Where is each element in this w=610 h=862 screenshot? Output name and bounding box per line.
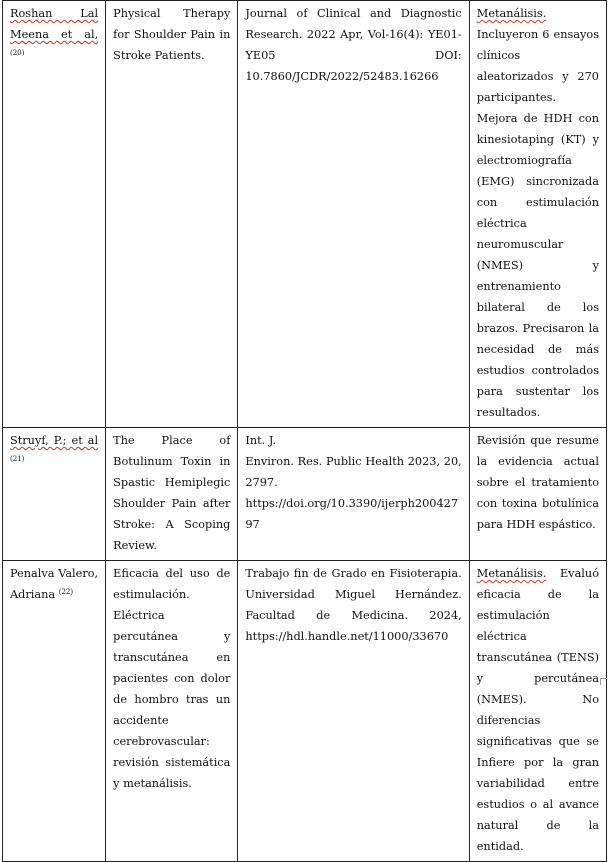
reference-number: (22) [58, 588, 74, 596]
article-title: The Place of Botulinum Toxin in Spastic Hemiplegic Shoulder Pain after Stroke: A Scoping Review. [113, 434, 231, 552]
summary-text: Incluyeron 6 ensayos clínicos aleatorizados y 270 participantes. Mejora de HDH con kinesiotaping (KT) y electromiografía (EMG) sincronizada con estimulación eléctrica neuromuscular (NMES) y entrenamiento bilateral de los brazos. Precisaron la necesidad de más estudios controlados para sustentar los resultados. [476, 28, 599, 419]
author-name: Roshan Lal Meena et al, [10, 7, 99, 41]
source-line: Trabajo fin de Grado en Fisioterapia. Universidad Miguel Hernández. Facultad de Medicina. 2024, https://hdl.handle.net/11000/33670 [245, 567, 462, 643]
source-line: Journal of Clinical and Diagnostic Research. 2022 Apr, Vol-16(4): YE01-YE05 DOI: 10.7860/JCDR/2022/52483.16266 [245, 7, 462, 83]
source-cell [238, 561, 469, 862]
source-cell [238, 428, 469, 561]
table-row [3, 428, 607, 561]
reference-number: (21) [10, 455, 25, 463]
title-cell [106, 1, 238, 428]
author-name: Struyf, P.; et al [10, 434, 99, 447]
article-title: Physical Therapy for Shoulder Pain in Stroke Patients. [113, 7, 231, 62]
summary-lead: Metanálisis. [476, 7, 547, 20]
author-name: Penalva Valero, Adriana [10, 567, 99, 601]
page-corner-mark [600, 678, 607, 685]
source-line: Int. J. [245, 434, 277, 447]
summary-text: Revisión que resume la evidencia actual sobre el tratamiento con toxina botulínica para HDH espástico. [476, 434, 599, 531]
table-row [3, 1, 607, 428]
summary-cell [469, 561, 606, 862]
author-cell [3, 561, 106, 862]
summary-lead: Metanálisis. [476, 567, 547, 580]
author-cell [3, 428, 106, 561]
summary-cell [469, 1, 606, 428]
source-line: Environ. Res. Public Health 2023, 20, 2797. [245, 455, 462, 489]
title-cell [106, 561, 238, 862]
article-title: Eficacia del uso de estimulación. Eléctrica percutánea y transcutánea en pacientes con dolor de hombro tras un accidente cerebrovascular: revisión sistemática y metanálisis. [113, 567, 231, 790]
references-table [2, 0, 607, 862]
title-cell [106, 428, 238, 561]
source-cell [238, 1, 469, 428]
source-line: https://doi.org/10.3390/ijerph20042797 [245, 497, 459, 531]
summary-text: Evaluó eficacia de la estimulación eléctrica transcutánea (TENS) y percutánea (NMES). No diferencias significativas que se Infiere por la gran variabilidad entre estudios o al avance natural de la entidad. [476, 567, 599, 853]
author-cell [3, 1, 106, 428]
table-row [3, 561, 607, 862]
reference-number: (20) [10, 49, 25, 57]
summary-cell [469, 428, 606, 561]
